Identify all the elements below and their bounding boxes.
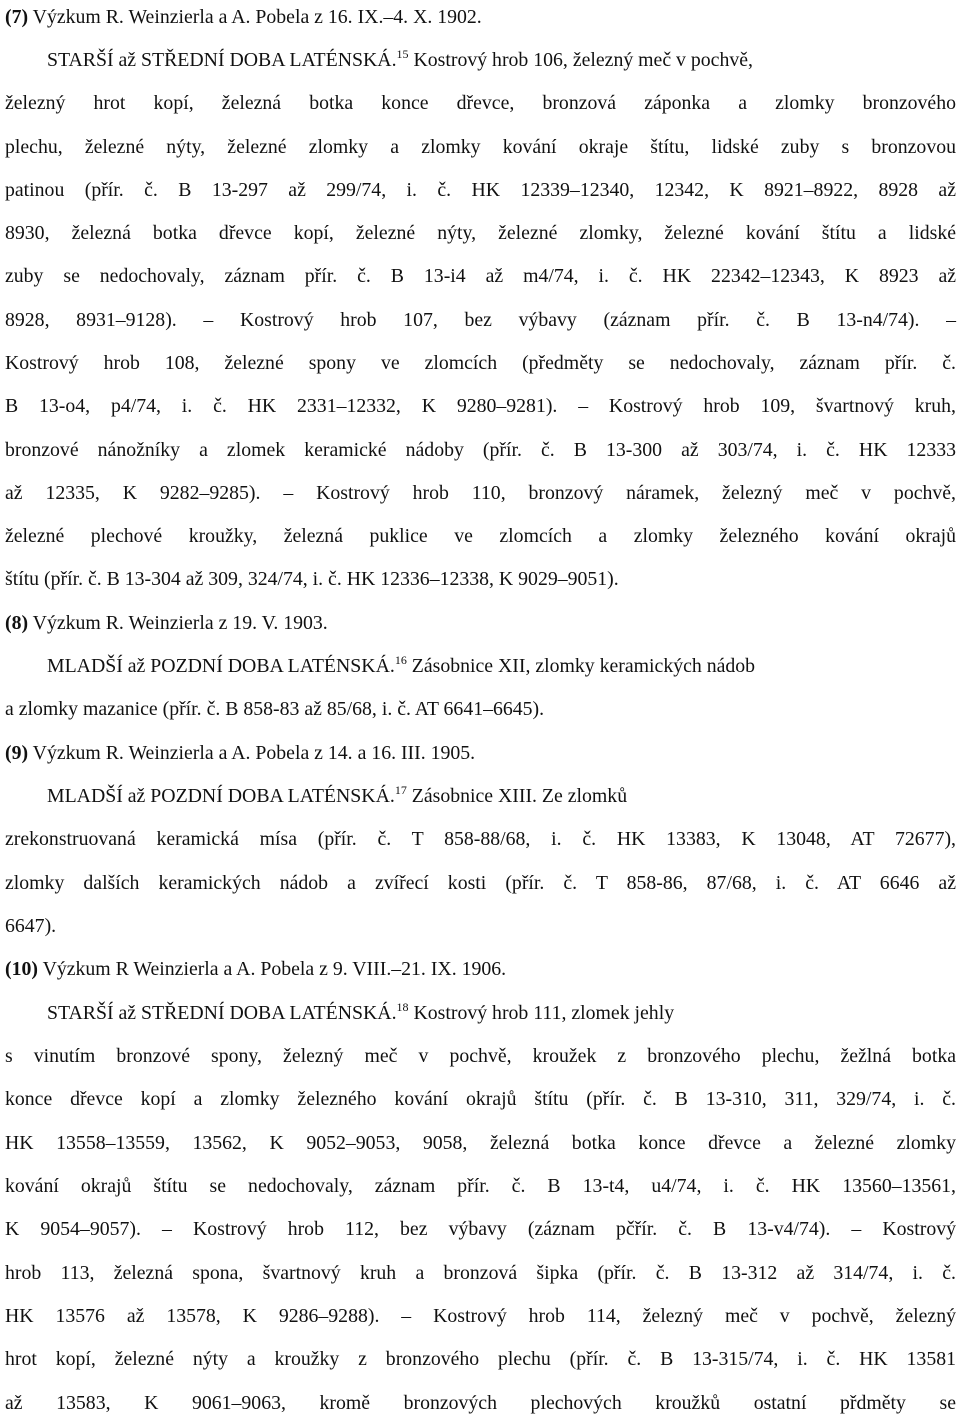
period-label: MLADŠÍ až POZDNÍ DOBA LATÉNSKÁ. xyxy=(47,785,395,807)
paragraph-line: kování okrajů štítu se nedochovaly, záznam přír. č. B 13-t4, u4/74, i. č. HK 13560–13561, xyxy=(5,1175,956,1197)
paragraph-line: MLADŠÍ až POZDNÍ DOBA LATÉNSKÁ.$^{17}$ Zásobnice XIII. Ze zlomků xyxy=(47,783,628,807)
section-heading: (8) Výzkum R. Weinzierla z 19. V. 1903. xyxy=(5,612,328,634)
paragraph-line: zrekonstruovaná keramická mísa (přír. č. T 858-88/68, i. č. HK 13383, K 13048, AT 72677), xyxy=(5,828,956,850)
paragraph-line: zuby se nedochovaly, záznam přír. č. B 13-i4 až m4/74, i. č. HK 22342–12343, K 8923 až xyxy=(5,265,956,287)
paragraph-line: bronzové nánožníky a zlomek keramické nádoby (přír. č. B 13-300 až 303/74, i. č. HK 12333 xyxy=(5,439,956,461)
footnote-ref: 15 xyxy=(396,47,409,61)
section-heading: (10) Výzkum R Weinzierla a A. Pobela z 9. VIII.–21. IX. 1906. xyxy=(5,958,507,980)
paragraph-line: 6647). xyxy=(5,915,57,937)
paragraph-line: STARŠÍ až STŘEDNÍ DOBA LATÉNSKÁ.$^{18}$ Kostrový hrob 111, zlomek jehly xyxy=(47,1000,675,1024)
period-label: STARŠÍ až STŘEDNÍ DOBA LATÉNSKÁ. xyxy=(47,49,397,71)
paragraph-line: hrot kopí, železné nýty a kroužky z bronzového plechu (přír. č. B 13-315/74, i. č. HK 13581 xyxy=(5,1348,956,1370)
paragraph-line: 8928, 8931–9128). – Kostrový hrob 107, bez výbavy (záznam přír. č. B 13-n4/74). – xyxy=(5,309,956,331)
paragraph-line: HK 13576 až 13578, K 9286–9288). – Kostrový hrob 114, železný meč v pochvě, železný xyxy=(5,1305,956,1327)
paragraph-line: MLADŠÍ až POZDNÍ DOBA LATÉNSKÁ.$^{16}$ Zásobnice XII, zlomky keramických nádob xyxy=(47,653,756,677)
section-heading: (7) Výzkum R. Weinzierla a A. Pobela z 16. IX.–4. X. 1902. xyxy=(5,6,482,28)
paragraph-line: K 9054–9057). – Kostrový hrob 112, bez výbavy (záznam pčřír. č. B 13-v4/74). – Kostrový xyxy=(5,1218,956,1240)
paragraph-line: Kostrový hrob 108, železné spony ve zlomcích (předměty se nedochovaly, záznam přír. č. xyxy=(5,352,956,374)
paragraph-line: 8930, železná botka dřevce kopí, železné nýty, železné zlomky, železné kování štítu a lidské xyxy=(5,222,956,244)
paragraph-line: HK 13558–13559, 13562, K 9052–9053, 9058, železná botka konce dřevce a železné zlomky xyxy=(5,1132,956,1154)
period-label: MLADŠÍ až POZDNÍ DOBA LATÉNSKÁ. xyxy=(47,655,395,677)
footnote-ref: 16 xyxy=(394,653,407,667)
paragraph-line: patinou (přír. č. B 13-297 až 299/74, i. č. HK 12339–12340, 12342, K 8921–8922, 8928 až xyxy=(5,179,956,201)
paragraph-line: konce dřevce kopí a zlomky železného kování okrajů štítu (přír. č. B 13-310, 311, 329/74, i. č. xyxy=(5,1088,956,1110)
paragraph-line: B 13-o4, p4/74, i. č. HK 2331–12332, K 9280–9281). – Kostrový hrob 109, švartnový kruh, xyxy=(5,395,956,417)
paragraph-line: a zlomky mazanice (přír. č. B 858-83 až 85/68, i. č. AT 6641–6645). xyxy=(5,698,545,720)
paragraph-line: plechu, železné nýty, železné zlomky a zlomky kování okraje štítu, lidské zuby s bronzovou xyxy=(5,136,956,158)
paragraph-line: zlomky dalších keramických nádob a zvířecí kosti (přír. č. T 858-86, 87/68, i. č. AT 6646 až xyxy=(5,872,956,894)
footnote-ref: 18 xyxy=(396,1000,409,1014)
section-heading: (9) Výzkum R. Weinzierla a A. Pobela z 14. a 16. III. 1905. xyxy=(5,742,476,764)
paragraph-line: železné plechové kroužky, železná puklice ve zlomcích a zlomky železného kování okrajů xyxy=(5,525,956,547)
paragraph-line: STARŠÍ až STŘEDNÍ DOBA LATÉNSKÁ.$^{15}$ Kostrový hrob 106, železný meč v pochvě, xyxy=(47,47,753,71)
paragraph-line: až 12335, K 9282–9285). – Kostrový hrob 110, bronzový náramek, železný meč v pochvě, xyxy=(5,482,956,504)
period-label: STARŠÍ až STŘEDNÍ DOBA LATÉNSKÁ. xyxy=(47,1002,397,1024)
paragraph-line: železný hrot kopí, železná botka konce dřevce, bronzová záponka a zlomky bronzového xyxy=(5,92,956,114)
footnote-ref: 17 xyxy=(394,783,407,797)
paragraph-line: až 13583, K 9061–9063, kromě bronzových plechových kroužků ostatní přdměty se xyxy=(5,1392,956,1414)
paragraph-line: štítu (přír. č. B 13-304 až 309, 324/74, i. č. HK 12336–12338, K 9029–9051). xyxy=(5,568,619,590)
paragraph-line: s vinutím bronzové spony, železný meč v pochvě, kroužek z bronzového plechu, žežlná botka xyxy=(5,1045,956,1067)
paragraph-line: hrob 113, železná spona, švartnový kruh a bronzová šipka (přír. č. B 13-312 až 314/74, i. č. xyxy=(5,1262,956,1284)
